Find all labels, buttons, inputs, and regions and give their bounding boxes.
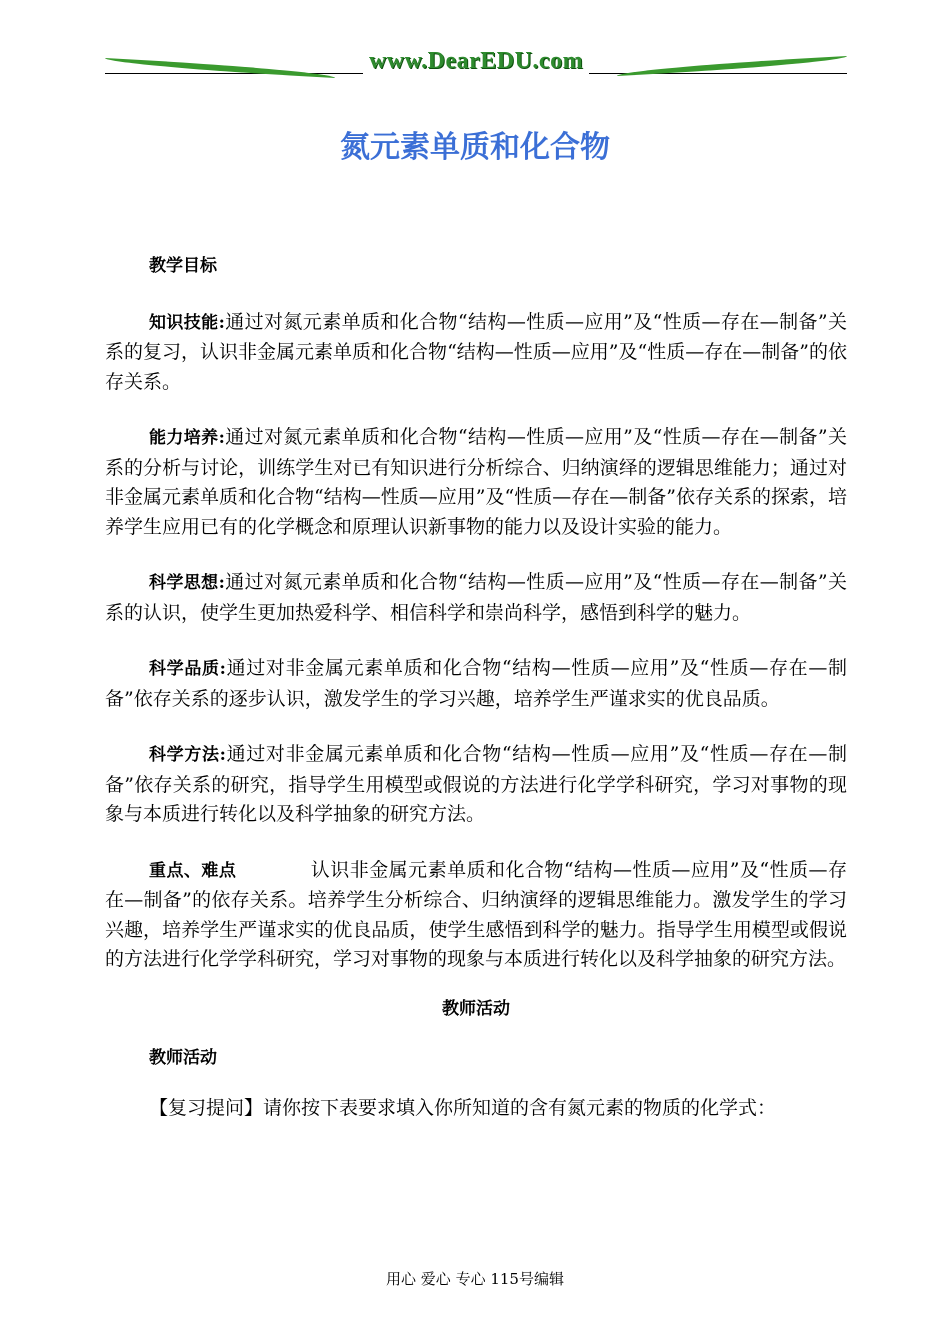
- teacher-activity-heading: 教师活动: [149, 1048, 217, 1068]
- method-text: 通过对非金属元素单质和化合物“结构—性质—应用”及“性质—存在—制备”依存关系的研究，指导学生用模型或假说的方法进行化学学科研究，学习对事物的现象与本质进行转化以及科学抽象的研究方法。: [105, 743, 847, 825]
- thought-text: 通过对氮元素单质和化合物“结构—性质—应用”及“性质—存在—制备”关系的认识，使学生更加热爱科学、相信科学和崇尚科学，感悟到科学的魅力。: [105, 571, 847, 624]
- site-logo: www.DearEDU.com: [105, 48, 847, 75]
- quality-paragraph: [105, 654, 847, 714]
- knowledge-paragraph: [105, 308, 847, 398]
- document-body: [105, 252, 847, 1123]
- keypoints-text: 认识非金属元素单质和化合物“结构—性质—应用”及“性质—存在—制备”的依存关系。培养学生分析综合、归纳演绎的逻辑思维能力。激发学生的学习兴趣，培养学生严谨求实的优良品质，使学生感悟到科学的魅力。指导学生用模型或假说的方法进行化学学科研究，学习对事物的现象与本质进行转化以及科学抽象的研究方法。: [105, 858, 847, 970]
- knowledge-label: 知识技能:: [149, 312, 225, 333]
- method-label: 科学方法:: [149, 745, 226, 765]
- quality-text: 通过对非金属元素单质和化合物“结构—性质—应用”及“性质—存在—制备”依存关系的逐步认识，激发学生的学习兴趣，培养学生严谨求实的优良品质。: [105, 657, 847, 710]
- document-title: 氮元素单质和化合物: [340, 130, 610, 165]
- ability-text: 通过对氮元素单质和化合物“结构—性质—应用”及“性质—存在—制备”关系的分析与讨论，训练学生对已有知识进行分析综合、归纳演绎的逻辑思维能力；通过对非金属元素单质和化合物“结构—性质—应用”及“性质—存在—制备”依存关系的探索，培养学生应用已有的化学概念和原理认识新事物的能力以及设计实验的能力。: [105, 426, 847, 538]
- objectives-heading: 教学目标: [149, 256, 217, 276]
- keypoints-label: 重点、难点: [149, 860, 237, 881]
- knowledge-text: 通过对氮元素单质和化合物“结构—性质—应用”及“性质—存在—制备”关系的复习，认识非金属元素单质和化合物“结构—性质—应用”及“性质—存在—制备”的依存关系。: [105, 310, 847, 393]
- keypoints-paragraph: [105, 856, 847, 975]
- ability-paragraph: [105, 423, 847, 542]
- quality-label: 科学品质:: [149, 659, 226, 679]
- page-footer: 用心 爱心 专心 115号编辑: [386, 1270, 564, 1288]
- method-paragraph: [105, 740, 847, 830]
- page-header: [105, 42, 847, 82]
- thought-label: 科学思想:: [149, 573, 225, 593]
- ability-label: 能力培养:: [149, 428, 225, 448]
- thought-paragraph: [105, 568, 847, 628]
- teacher-activity-heading-center: 教师活动: [442, 998, 510, 1019]
- review-question: 【复习提问】请你按下表要求填入你所知道的含有氮元素的物质的化学式：: [149, 1096, 777, 1119]
